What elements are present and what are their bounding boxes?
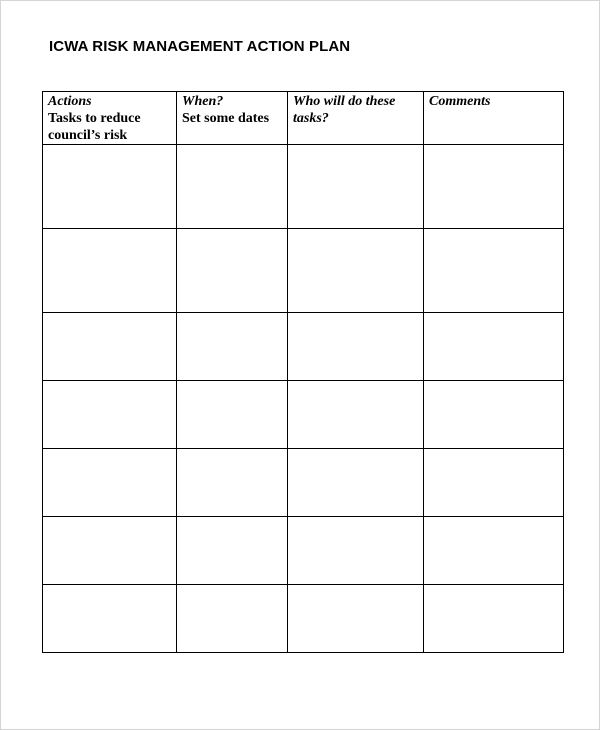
comments-cell[interactable] (424, 313, 564, 381)
comments-cell[interactable] (424, 145, 564, 229)
when-cell[interactable] (177, 145, 288, 229)
who-cell[interactable] (288, 313, 424, 381)
actions-cell[interactable] (43, 313, 177, 381)
actions-cell[interactable] (43, 229, 177, 313)
header-actions-label: Actions (48, 94, 92, 109)
comments-cell[interactable] (424, 229, 564, 313)
header-when-label: When? (182, 94, 224, 109)
table-row (43, 517, 564, 585)
table-row (43, 585, 564, 653)
table-row (43, 145, 564, 229)
action-plan-table (42, 91, 564, 653)
when-cell[interactable] (177, 229, 288, 313)
when-cell[interactable] (177, 585, 288, 653)
who-cell[interactable] (288, 145, 424, 229)
actions-cell[interactable] (43, 517, 177, 585)
actions-cell[interactable] (43, 145, 177, 229)
table-row (43, 381, 564, 449)
header-comments (424, 92, 564, 145)
who-cell[interactable] (288, 229, 424, 313)
who-cell[interactable] (288, 381, 424, 449)
when-cell[interactable] (177, 313, 288, 381)
actions-cell[interactable] (43, 585, 177, 653)
table-row (43, 449, 564, 517)
comments-cell[interactable] (424, 517, 564, 585)
comments-cell[interactable] (424, 449, 564, 517)
header-actions (43, 92, 177, 145)
header-who-label: Who will do these tasks? (293, 94, 396, 126)
when-cell[interactable] (177, 449, 288, 517)
document-title: ICWA RISK MANAGEMENT ACTION PLAN (49, 38, 351, 55)
header-who (288, 92, 424, 145)
comments-cell[interactable] (424, 381, 564, 449)
comments-cell[interactable] (424, 585, 564, 653)
who-cell[interactable] (288, 449, 424, 517)
actions-cell[interactable] (43, 381, 177, 449)
header-comments-label: Comments (429, 94, 491, 109)
actions-cell[interactable] (43, 449, 177, 517)
who-cell[interactable] (288, 585, 424, 653)
header-when (177, 92, 288, 145)
who-cell[interactable] (288, 517, 424, 585)
table-row (43, 313, 564, 381)
table-row (43, 229, 564, 313)
table-header-row (43, 92, 564, 145)
header-actions-description: Tasks to reduce council’s risk (48, 111, 141, 143)
when-cell[interactable] (177, 517, 288, 585)
header-when-description: Set some dates (182, 111, 270, 126)
when-cell[interactable] (177, 381, 288, 449)
